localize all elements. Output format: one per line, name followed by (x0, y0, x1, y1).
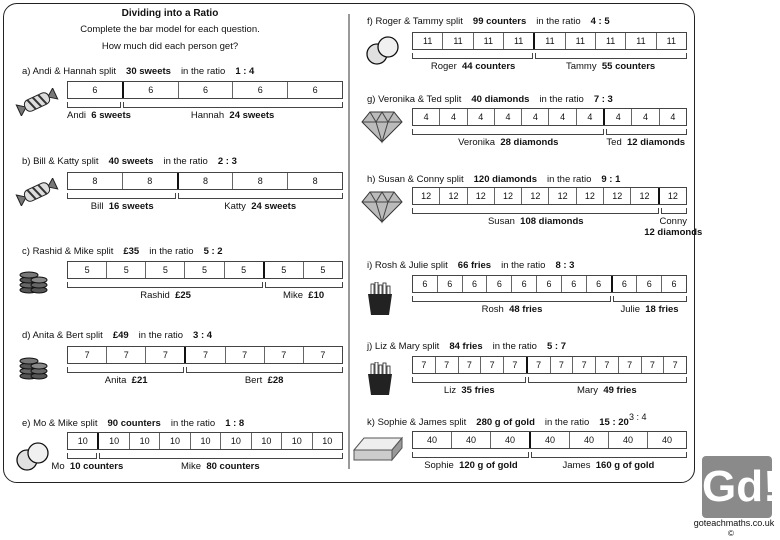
bar-cell: 10 (160, 433, 190, 449)
bar-cell: 10 (130, 433, 160, 449)
question-amount: 90 counters (107, 418, 161, 429)
person-share: 80 counters (206, 461, 260, 472)
question-names: Mo & Mike split (33, 418, 98, 429)
bar-model (412, 356, 687, 374)
person-name: Tammy (565, 61, 597, 72)
answer-second-person (530, 460, 687, 471)
brace-first-person (67, 282, 263, 288)
question-names: Rashid & Mike split (32, 246, 114, 257)
bar-cell: 8 (233, 173, 288, 189)
brace-second-person (99, 453, 343, 459)
answer-first-person (412, 137, 605, 148)
bar-cell: 6 (487, 276, 512, 292)
question-names: Susan & Conny split (378, 174, 464, 185)
bar-cell: 4 (413, 109, 440, 125)
instruction-line-2: How much did each person get? (101, 41, 239, 52)
bar-cell: 7 (642, 357, 665, 373)
question-text (367, 260, 574, 271)
bar-cell: 12 (549, 188, 576, 204)
bar-cell: 5 (320, 265, 326, 275)
bar-model (67, 346, 343, 364)
question-letter: a) (22, 66, 31, 77)
bar-cell: 6 (233, 82, 288, 98)
brace-first-person (412, 377, 526, 383)
brace-second-person (265, 282, 343, 288)
question-names: Rosh & Julie split (374, 260, 448, 271)
answer-first-person (412, 304, 612, 315)
bar-cell: 7 (672, 360, 678, 370)
bar-cell: 4 (495, 109, 522, 125)
person-name: Bill (90, 201, 104, 212)
question-amount: 280 g of gold (476, 417, 535, 428)
question-ratio: 1 : 8 (225, 418, 245, 429)
question-ratio: 4 : 5 (590, 16, 610, 27)
answer-first-person (412, 460, 530, 471)
answer-first-person (67, 201, 177, 212)
worksheet-title: Dividing into a Ratio (121, 8, 219, 19)
bar-model (412, 431, 687, 449)
person-share: 6 sweets (91, 110, 131, 121)
bar-cell: 11 (413, 33, 443, 49)
brace-second-person (123, 102, 343, 108)
question-letter: d) (22, 330, 31, 341)
bar-cell: 10 (99, 433, 129, 449)
sweet-icon (15, 88, 59, 121)
bar-cell: 40 (661, 435, 672, 445)
question-letter: i) (367, 260, 373, 271)
question-letter: h) (367, 174, 376, 185)
question-text (367, 341, 566, 352)
website-url[interactable]: goteachmaths.co.uk (693, 518, 775, 528)
person-name: Susan (487, 216, 515, 227)
bar-cell: 11 (474, 33, 504, 49)
person-name: Veronika (458, 137, 496, 148)
bar-cell: 7 (186, 347, 225, 363)
answer-first-person (412, 61, 534, 72)
bar-model (412, 32, 687, 50)
question-letter: e) (22, 418, 31, 429)
person-name: Rosh (481, 304, 504, 315)
bar-cell: 4 (549, 109, 576, 125)
gd-logo: Gd! (702, 456, 772, 518)
brace-first-person (412, 53, 533, 59)
bar-cell: 7 (436, 357, 459, 373)
question-amount: 40 diamonds (471, 94, 530, 105)
bar-cell: 4 (440, 109, 467, 125)
bar-cell: 40 (609, 432, 648, 448)
person-name: Mike (180, 461, 202, 472)
person-name: Ted (606, 137, 622, 148)
answer-second-person (122, 110, 343, 121)
person-name: Mary (576, 385, 599, 396)
bar-cell: 7 (107, 347, 146, 363)
person-name: Bert (244, 375, 263, 386)
bar-cell: 8 (312, 176, 318, 186)
bar-model (412, 275, 687, 293)
answer-second-person (527, 385, 687, 396)
question-text (367, 174, 620, 185)
bar-model (412, 108, 687, 126)
ratio-label: in the ratio (170, 418, 216, 429)
ratio-label: in the ratio (163, 156, 208, 167)
person-name: Sophie (424, 460, 454, 471)
bar-cell: 11 (596, 33, 626, 49)
bar-cell: 5 (107, 262, 146, 278)
bar-cell: 8 (68, 173, 123, 189)
brace-first-person (67, 102, 121, 108)
counters-icon (16, 440, 50, 479)
question-ratio: 1 : 4 (235, 66, 255, 77)
question-names: Bill & Katty split (33, 156, 99, 167)
instruction-line-1: Complete the bar model for each question. (80, 24, 260, 35)
person-name: Katty (224, 201, 246, 212)
person-share: £25 (175, 290, 191, 301)
question-names: Andi & Hannah split (32, 66, 117, 77)
bar-cell: 10 (191, 433, 221, 449)
ratio-label: in the ratio (547, 174, 592, 185)
question-amount: 66 fries (457, 260, 492, 271)
person-share: 16 sweets (108, 201, 154, 212)
ratio-label: in the ratio (544, 417, 590, 428)
question-letter: k) (367, 417, 375, 428)
bar-cell: 7 (68, 347, 107, 363)
person-share: 49 fries (603, 385, 637, 396)
question-letter: b) (22, 156, 31, 167)
bar-cell: 7 (551, 357, 574, 373)
brace-second-person (613, 296, 687, 302)
ratio-label: in the ratio (149, 246, 194, 257)
bar-cell: 10 (252, 433, 282, 449)
bar-cell: 11 (443, 33, 473, 49)
question-names: Anita & Bert split (32, 330, 103, 341)
bar-cell: 6 (312, 85, 318, 95)
bar-cell: 12 (440, 188, 467, 204)
bar-cell: 7 (265, 347, 304, 363)
brace-second-person (661, 208, 688, 214)
bar-cell: 11 (626, 33, 656, 49)
brace-first-person (67, 193, 176, 199)
question-amount: 99 counters (472, 16, 527, 27)
person-name: Anita (104, 375, 127, 386)
answer-second-person (98, 461, 343, 472)
fries-icon (365, 282, 395, 321)
brace-second-person (178, 193, 343, 199)
ratio-label: in the ratio (180, 66, 226, 77)
person-name: James (562, 460, 591, 471)
question-text (22, 418, 244, 429)
question-names: Veronika & Ted split (378, 94, 462, 105)
bar-cell: 12 (495, 188, 522, 204)
person-share: £10 (308, 290, 325, 301)
bar-cell: 10 (322, 436, 333, 446)
question-ratio: 5 : 2 (203, 246, 223, 257)
question-ratio: 15 : 20 (599, 417, 629, 428)
person-share: 160 g of gold (595, 460, 655, 471)
answer-first-person (67, 110, 131, 121)
brace-first-person (67, 453, 97, 459)
bar-cell: 6 (512, 276, 537, 292)
question-ratio: 9 : 1 (601, 174, 621, 185)
bar-cell: 5 (185, 262, 224, 278)
person-name: Rashid (140, 290, 170, 301)
bar-cell: 11 (566, 33, 596, 49)
brace-second-person (535, 53, 687, 59)
bar-cell: 40 (491, 432, 531, 448)
answer-second-person (177, 201, 343, 212)
answer-second-person (612, 304, 687, 315)
bar-model (67, 81, 343, 99)
answer-second-person (605, 137, 688, 148)
bar-cell: 11 (666, 36, 676, 46)
person-share: 44 counters (462, 61, 516, 72)
brace-second-person (186, 367, 343, 373)
bar-cell: 7 (528, 357, 551, 373)
person-share: 120 g of gold (459, 460, 518, 471)
question-text (22, 66, 254, 77)
bar-cell: 6 (671, 279, 677, 289)
bar-cell: 4 (577, 109, 605, 125)
person-name: Roger (430, 61, 457, 72)
person-name: Liz (443, 385, 457, 396)
brace-first-person (67, 367, 184, 373)
bar-cell: 11 (535, 33, 565, 49)
bar-cell: 6 (562, 276, 587, 292)
bar-cell: 40 (570, 432, 609, 448)
question-amount: £35 (123, 246, 140, 257)
question-letter: j) (367, 341, 373, 352)
person-name: Hannah (190, 110, 225, 121)
question-letter: f) (367, 16, 373, 27)
bar-cell: 6 (413, 276, 438, 292)
question-text (22, 156, 237, 167)
person-share: 24 sweets (251, 201, 297, 212)
brace-first-person (412, 452, 529, 458)
bar-cell: 4 (522, 109, 549, 125)
question-ratio: 8 : 3 (555, 260, 575, 271)
bar-cell: 10 (68, 433, 99, 449)
sweet-icon (15, 178, 59, 211)
question-names: Sophie & James split (377, 417, 467, 428)
bar-cell: 4 (632, 109, 659, 125)
question-amount: 120 diamonds (473, 174, 537, 185)
bar-cell: 6 (613, 276, 638, 292)
person-name: Mike (282, 290, 304, 301)
answer-first-person (412, 216, 660, 227)
bar-model (412, 187, 687, 205)
bar-cell: 7 (573, 357, 596, 373)
ratio-label: in the ratio (138, 330, 184, 341)
person-name: Conny (659, 216, 687, 227)
answer-first-person (67, 290, 264, 301)
coins-icon (18, 266, 48, 299)
bar-cell: 10 (282, 433, 312, 449)
bar-cell: 8 (123, 173, 179, 189)
question-text (367, 16, 610, 27)
brace-first-person (412, 208, 659, 214)
bar-cell: 6 (179, 82, 234, 98)
simplified-ratio-note: 3 : 4 (629, 412, 647, 422)
bar-cell: 7 (226, 347, 265, 363)
bar-model (67, 432, 343, 450)
question-names: Liz & Mary split (374, 341, 440, 352)
bar-cell: 7 (146, 347, 186, 363)
copyright-symbol: © (728, 529, 734, 538)
bar-cell: 6 (68, 82, 124, 98)
bar-cell: 7 (481, 357, 504, 373)
bar-cell: 7 (413, 357, 436, 373)
question-names: Roger & Tammy split (375, 16, 463, 27)
person-share: £28 (267, 375, 284, 386)
gold-bar-icon (352, 432, 404, 467)
question-ratio: 3 : 4 (193, 330, 213, 341)
bar-model (67, 261, 343, 279)
question-text (22, 246, 223, 257)
bar-cell: 7 (504, 357, 528, 373)
bar-cell: 10 (221, 433, 251, 449)
person-share: £21 (131, 375, 148, 386)
question-ratio: 2 : 3 (217, 156, 237, 167)
diamond-icon (360, 188, 404, 229)
question-amount: £49 (112, 330, 129, 341)
question-text (22, 330, 212, 341)
diamond-icon (360, 108, 404, 149)
bar-cell: 12 (413, 188, 440, 204)
bar-cell: 4 (605, 109, 632, 125)
bar-cell: 5 (265, 262, 304, 278)
bar-cell: 7 (320, 350, 326, 360)
bar-cell: 6 (587, 276, 613, 292)
question-letter: g) (367, 94, 376, 105)
brace-second-person (606, 129, 688, 135)
bar-cell: 12 (522, 188, 549, 204)
counters-icon (366, 34, 400, 73)
brace-first-person (412, 296, 611, 302)
column-divider (348, 14, 350, 469)
person-name: Andi (67, 110, 87, 121)
person-name: Julie (620, 304, 640, 315)
bar-cell: 4 (468, 109, 495, 125)
answer-first-person (412, 385, 527, 396)
question-text (367, 94, 613, 105)
person-share: 28 diamonds (500, 137, 559, 148)
bar-cell: 12 (667, 191, 678, 201)
bar-cell: 5 (68, 262, 107, 278)
answer-second-person (185, 375, 343, 386)
person-share: 35 fries (461, 385, 495, 396)
bar-cell: 7 (459, 357, 482, 373)
bar-cell: 7 (596, 357, 619, 373)
ratio-label: in the ratio (539, 94, 584, 105)
person-share: 108 diamonds (520, 216, 584, 227)
bar-model (67, 172, 343, 190)
bar-cell: 4 (670, 112, 676, 122)
bar-cell: 12 (631, 188, 659, 204)
person-share: 55 counters (601, 61, 656, 72)
bar-cell: 6 (124, 82, 179, 98)
person-share: 24 sweets (229, 110, 275, 121)
answer-second-person (630, 216, 718, 238)
bar-cell: 40 (452, 432, 491, 448)
coins-icon (18, 352, 48, 385)
bar-cell: 5 (225, 262, 265, 278)
question-amount: 30 sweets (126, 66, 171, 77)
brace-second-person (528, 377, 687, 383)
bar-cell: 40 (413, 432, 452, 448)
bar-cell: 12 (468, 188, 495, 204)
bar-cell: 6 (537, 276, 562, 292)
bar-cell: 6 (438, 276, 463, 292)
bar-cell: 12 (604, 188, 631, 204)
person-share: 10 counters (69, 461, 124, 472)
ratio-label: in the ratio (492, 341, 537, 352)
bar-cell: 7 (619, 357, 642, 373)
brace-first-person (412, 129, 604, 135)
bar-cell: 12 (577, 188, 604, 204)
answer-first-person (67, 375, 185, 386)
question-text (367, 417, 629, 428)
question-letter: c) (22, 246, 30, 257)
bar-cell: 8 (179, 173, 234, 189)
person-share: 48 fries (509, 304, 543, 315)
question-amount: 40 sweets (108, 156, 154, 167)
bar-cell: 5 (146, 262, 185, 278)
fries-icon (365, 362, 395, 401)
brace-second-person (531, 452, 687, 458)
ratio-label: in the ratio (536, 16, 581, 27)
bar-cell: 11 (504, 33, 535, 49)
bar-cell: 6 (463, 276, 488, 292)
answer-second-person (534, 61, 687, 72)
person-name: Mo (51, 461, 65, 472)
bar-cell: 40 (531, 432, 570, 448)
question-ratio: 5 : 7 (546, 341, 566, 352)
person-share: 18 fries (645, 304, 679, 315)
ratio-label: in the ratio (501, 260, 546, 271)
person-share: 12 diamonds (627, 137, 686, 148)
question-ratio: 7 : 3 (593, 94, 613, 105)
person-share: 12 diamonds (644, 227, 703, 238)
bar-cell: 6 (637, 276, 662, 292)
answer-second-person (264, 290, 343, 301)
question-amount: 84 fries (449, 341, 483, 352)
